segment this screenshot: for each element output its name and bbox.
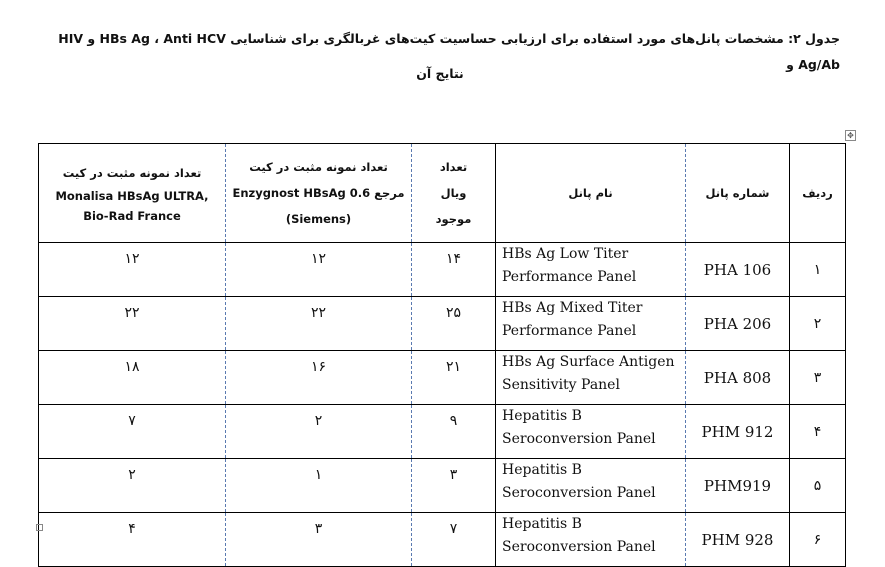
- cell-reference: ۱: [226, 459, 412, 513]
- cell-monalisa: ۱۲: [39, 243, 226, 297]
- panel-name-line-1: HBs Ag Low Titer: [502, 246, 629, 262]
- cell-vials: ۹: [412, 405, 496, 459]
- cell-vials: ۳: [412, 459, 496, 513]
- cell-vials: ۷: [412, 513, 496, 567]
- header-monalisa-kit: Monalisa HBsAg ULTRA,: [55, 189, 209, 203]
- panel-name-line-1: HBs Ag Surface Antigen: [502, 354, 675, 370]
- cell-row-no: ۳: [790, 351, 846, 405]
- header-monalisa: [39, 144, 226, 243]
- table-row: [39, 243, 846, 297]
- cell-row-no: ۵: [790, 459, 846, 513]
- table-row: [39, 513, 846, 567]
- cell-panel-name: [496, 459, 686, 513]
- panel-name-line-2: Seroconversion Panel: [502, 485, 656, 501]
- cell-panel-name: [496, 243, 686, 297]
- cell-reference: ۱۲: [226, 243, 412, 297]
- cell-panel-name: [496, 297, 686, 351]
- cell-panel-no: PHM 928: [686, 513, 790, 567]
- cell-monalisa: ۲۲: [39, 297, 226, 351]
- cell-monalisa: ۱۸: [39, 351, 226, 405]
- panel-name-line-2: Performance Panel: [502, 269, 637, 285]
- cell-vials: ۲۵: [412, 297, 496, 351]
- cell-reference: ۲: [226, 405, 412, 459]
- panel-name-line-2: Sensitivity Panel: [502, 377, 620, 393]
- cell-monalisa: ۴: [39, 513, 226, 567]
- table-row: [39, 405, 846, 459]
- header-ref-kit: مرجع Enzygnost HBsAg 0.6: [232, 186, 405, 200]
- panel-name-line-1: Hepatitis B: [502, 408, 582, 424]
- panel-name-line-1: HBs Ag Mixed Titer: [502, 300, 643, 316]
- cell-vials: ۱۴: [412, 243, 496, 297]
- cell-row-no: ۲: [790, 297, 846, 351]
- header-row-no: ردیف: [790, 144, 846, 243]
- panel-name-line-2: Performance Panel: [502, 323, 637, 339]
- panel-name-line-2: Seroconversion Panel: [502, 539, 656, 555]
- cell-monalisa: ۲: [39, 459, 226, 513]
- cell-panel-no: PHM919: [686, 459, 790, 513]
- table-resize-handle[interactable]: [36, 524, 43, 531]
- header-ref-vendor: (Siemens): [285, 212, 352, 226]
- cell-panel-name: [496, 405, 686, 459]
- cell-reference: ۱۶: [226, 351, 412, 405]
- table-row: [39, 351, 846, 405]
- cell-panel-no: PHM 912: [686, 405, 790, 459]
- cell-reference: ۳: [226, 513, 412, 567]
- header-reference: [226, 144, 412, 243]
- caption-line-1: جدول ۲: مشخصات پانل‌های مورد استفاده برای ارزیابی حساسیت کیت‌های غربالگری برای شناسایی HBs Ag ، Anti HCV و HIV Ag/Ab و: [58, 31, 840, 72]
- cell-panel-name: [496, 513, 686, 567]
- caption-line-2: نتایج آن: [416, 66, 464, 81]
- cell-row-no: ۱: [790, 243, 846, 297]
- table-header-row: [39, 144, 846, 243]
- panel-name-line-1: Hepatitis B: [502, 516, 582, 532]
- header-panel-no: شماره پانل: [686, 144, 790, 243]
- panels-table: [38, 143, 846, 567]
- table-row: [39, 297, 846, 351]
- header-monalisa-vendor: Bio-Rad France: [83, 209, 181, 223]
- cell-panel-name: [496, 351, 686, 405]
- panel-name-line-2: Seroconversion Panel: [502, 431, 656, 447]
- cell-row-no: ۴: [790, 405, 846, 459]
- header-ref-title: تعداد نمونه مثبت در کیت: [249, 160, 388, 174]
- panel-name-line-1: Hepatitis B: [502, 462, 582, 478]
- header-panel-name: نام پانل: [496, 144, 686, 243]
- cell-monalisa: ۷: [39, 405, 226, 459]
- table-move-handle-icon[interactable]: ✥: [845, 130, 856, 141]
- header-monalisa-title: تعداد نمونه مثبت در کیت: [62, 166, 202, 180]
- cell-panel-no: PHA 106: [686, 243, 790, 297]
- cell-reference: ۲۲: [226, 297, 412, 351]
- cell-vials: ۲۱: [412, 351, 496, 405]
- cell-panel-no: PHA 206: [686, 297, 790, 351]
- header-vials: تعداد ویال موجود: [412, 144, 496, 243]
- table-row: [39, 459, 846, 513]
- cell-panel-no: PHA 808: [686, 351, 790, 405]
- cell-row-no: ۶: [790, 513, 846, 567]
